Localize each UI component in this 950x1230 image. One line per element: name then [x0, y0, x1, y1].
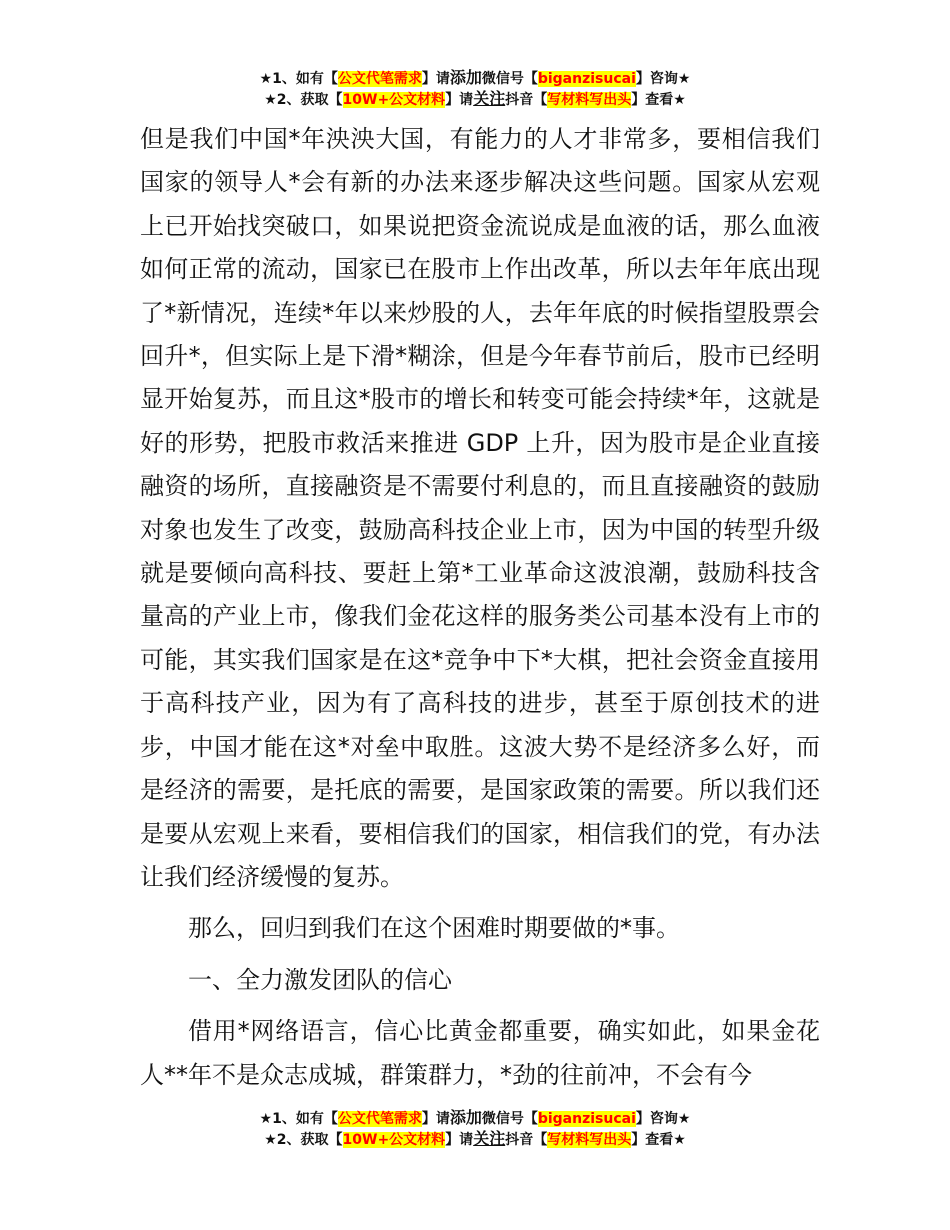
footer-ad-line-2-prefix: ★2、获取【	[264, 1132, 343, 1148]
footer-ad-line-1-text-2: 微信号【	[481, 1111, 538, 1127]
footer-ad-wechat-id: biganzisucai	[537, 1111, 636, 1127]
body-paragraph: 但是我们中国*年泱泱大国，有能力的人才非常多，要相信我们国家的领导人*会有新的办法来逐步解决这些问题。国家从宏观上已开始找突破口，如果说把资金流说成是血液的话，那么血液如何正常的流动，国家已在股市上作出改革，所以去年年底出现了*新情况，连续*年以来炒股的人，去年年底的时候指望股票会回升*，但实际上是下滑*糊涂，但是今年春节前后，股市已经明显开始复苏，而且这*股市的增长和转变可能会持续*年，这就是好的形势，把股市救活来推进 GDP 上升，因为股市是企业直接融资的场所，直接融资是不需要付利息的，而且直接融资的鼓励对象也发生了改变，鼓励高科技企业上市，因为中国的转型升级就是要倾向高科技、要赶上第*工业革命这波浪潮，鼓励科技含量高的产业上市，像我们金花这样的服务类公司基本没有上市的可能，其实我们国家是在这*竞争中下*大棋，把社会资金直接用于高科技产业，因为有了高科技的进步，甚至于原创技术的进步，中国才能在这*对垒中取胜。这波大势不是经济多么好，而是经济的需要，是托底的需要，是国家政策的需要。所以我们还是要从宏观上来看，要相信我们的国家，相信我们的党，有办法让我们经济缓慢的复苏。	[140, 125, 820, 891]
footer-ad-line-1-suffix: 】咨询★	[635, 1111, 691, 1127]
footer-ad-highlight-materials: 10W+公文材料	[342, 1132, 446, 1148]
footer-ad-line-2-suffix: 】查看★	[631, 1132, 686, 1148]
footer-ad-highlight-service: 公文代笔需求	[337, 1111, 422, 1127]
footer-ad-line-1-text: 】请	[421, 1111, 450, 1127]
footer-ad-line-2-text: 】请	[445, 1132, 474, 1148]
header-ad-douyin-account: 写材料写出头	[547, 92, 632, 108]
header-ad	[0, 68, 950, 110]
header-ad-line-2	[0, 89, 950, 110]
header-ad-highlight-service: 公文代笔需求	[337, 71, 422, 87]
section-heading: 一、全力激发团队的信心	[188, 965, 452, 994]
footer-ad-follow-text: 关注	[473, 1129, 506, 1148]
footer-ad-add-text: 添加	[449, 1108, 482, 1127]
header-ad-line-1	[0, 68, 950, 89]
footer-ad-line-2-text-2: 抖音【	[505, 1132, 548, 1148]
header-ad-highlight-materials: 10W+公文材料	[342, 92, 446, 108]
header-ad-line-2-text: 】请	[445, 92, 474, 108]
header-ad-line-1-text-2: 微信号【	[481, 71, 538, 87]
footer-ad-douyin-account: 写材料写出头	[547, 1132, 632, 1148]
document-body	[140, 118, 820, 1097]
body-paragraph: 那么，回归到我们在这个困难时期要做的*事。	[188, 914, 680, 943]
footer-ad	[0, 1108, 950, 1150]
header-ad-line-2-suffix: 】查看★	[631, 92, 686, 108]
footer-ad-line-1-prefix: ★1、如有【	[259, 1111, 338, 1127]
header-ad-line-2-text-2: 抖音【	[505, 92, 548, 108]
header-ad-wechat-id: biganzisucai	[537, 71, 636, 87]
footer-ad-line-2	[0, 1129, 950, 1150]
header-ad-line-1-suffix: 】咨询★	[635, 71, 691, 87]
header-ad-add-text: 添加	[449, 68, 482, 87]
header-ad-line-1-text: 】请	[421, 71, 450, 87]
header-ad-line-1-prefix: ★1、如有【	[259, 71, 338, 87]
header-ad-line-2-prefix: ★2、获取【	[264, 92, 343, 108]
footer-ad-line-1	[0, 1108, 950, 1129]
header-ad-follow-text: 关注	[473, 89, 506, 108]
body-paragraph: 借用*网络语言，信心比黄金都重要，确实如此，如果金花人**年不是众志成城，群策群力，*劲的往前冲，不会有今	[140, 1017, 820, 1089]
